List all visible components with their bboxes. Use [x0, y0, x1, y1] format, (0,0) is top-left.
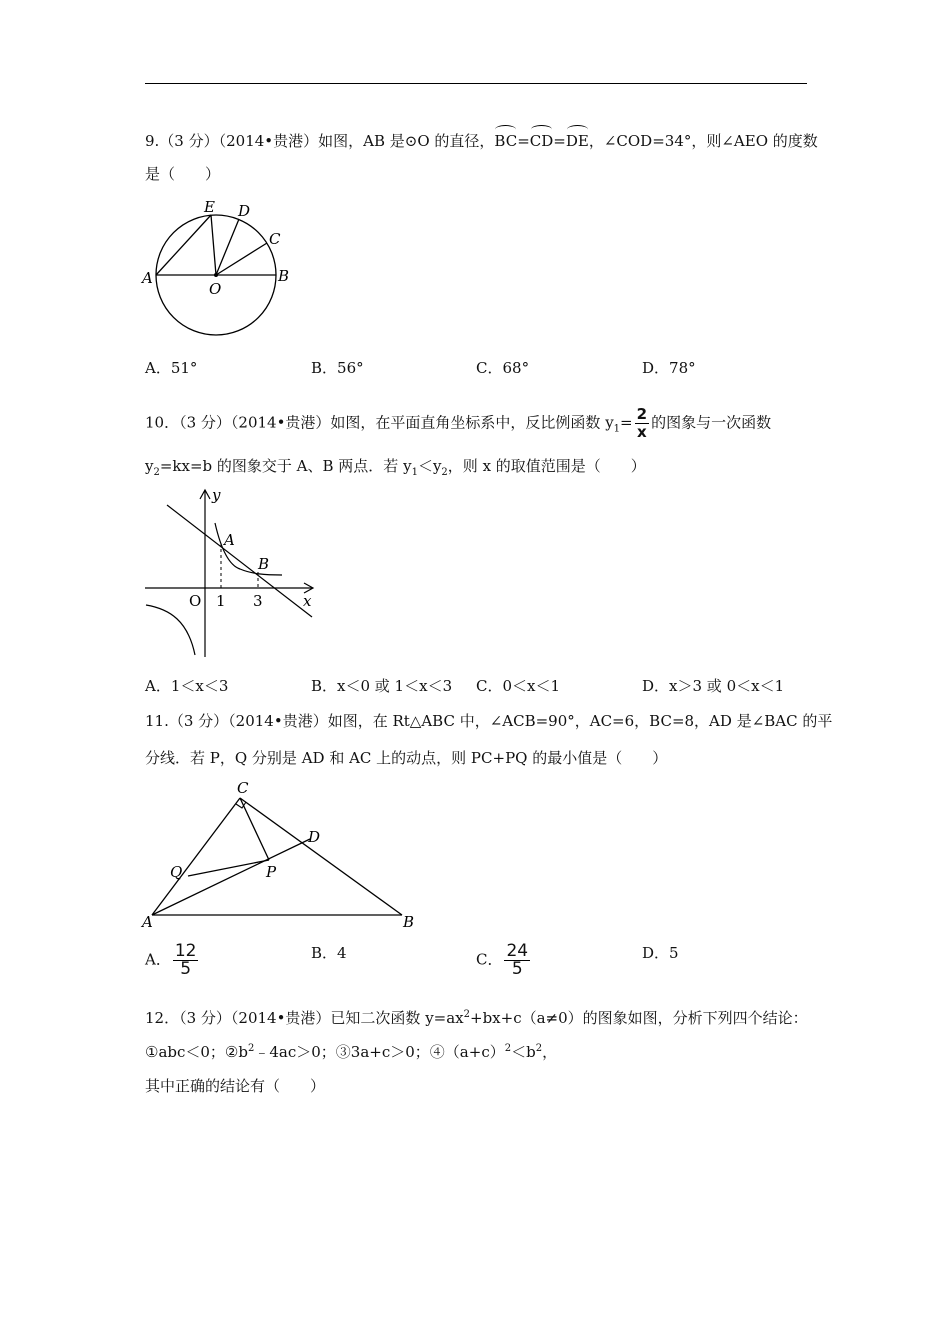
q10-label-x: x	[303, 592, 312, 610]
q9-arc-de: DE	[566, 127, 589, 151]
q10-label-a: A	[224, 531, 235, 549]
q12-stem-line2	[145, 1039, 557, 1062]
q11-choice-a[interactable]	[145, 943, 200, 978]
q12-sup: 2	[248, 1043, 255, 1054]
q12-text: ﹣4ac＞0；③3a+c＞0；④（a+c）	[254, 1043, 505, 1061]
q10-label-1: 1	[216, 592, 226, 610]
q12-text: ，	[542, 1043, 558, 1061]
q9-choice-d[interactable]: D．78°	[642, 359, 696, 377]
q11-choice-c-label: C．	[476, 950, 503, 969]
q10-text: y	[145, 457, 154, 475]
q11-choice-d[interactable]: D．5	[642, 944, 679, 962]
q9-choice-a[interactable]: A．51°	[145, 359, 198, 377]
q12-stem-line1	[145, 1005, 808, 1028]
q10-choice-a[interactable]: A．1＜x＜3	[145, 677, 229, 695]
q11-choice-c-den: 5	[511, 959, 523, 979]
q11-label-d: D	[308, 828, 321, 846]
q10-fraction	[635, 406, 649, 441]
q12-sup: 2	[504, 1043, 512, 1054]
q9-stem-prefix: 9.（3 分）（2014•贵港）如图，AB 是⊙O 的直径，	[145, 132, 495, 150]
q11-choice-a-fraction	[173, 943, 199, 978]
q12-text: +bx+c（a≠0）的图象如图，分析下列四个结论：	[470, 1009, 808, 1027]
q10-stem-line2	[145, 456, 646, 483]
q10-text: ，则 x 的取值范围是（ ）	[447, 457, 646, 475]
q11-choice-a-den: 5	[180, 959, 192, 979]
q11-choice-a-label: A．	[145, 950, 171, 969]
q11-label-a: A	[142, 913, 153, 931]
q11-label-q: Q	[170, 863, 183, 881]
q11-choice-c-fraction	[504, 943, 530, 978]
q9-stem-line1	[145, 127, 818, 151]
q9-label-e: E	[204, 198, 215, 216]
q10-label-b: B	[258, 555, 270, 573]
q9-label-c: C	[269, 230, 281, 248]
q9-arc-cd: CD	[530, 127, 554, 151]
q11-choice-b[interactable]: B．4	[311, 944, 347, 962]
q11-choice-a-num: 12	[174, 941, 197, 961]
q9-label-b: B	[278, 267, 290, 285]
q10-label-y: y	[212, 486, 221, 504]
q12-text: ①abc＜0；②b	[145, 1043, 248, 1061]
q10-label-3: 3	[253, 592, 263, 610]
q11-label-p: P	[266, 863, 277, 881]
q11-stem-line2: 分线．若 P，Q 分别是 AD 和 AC 上的动点，则 PC+PQ 的最小值是（ ）	[145, 749, 668, 767]
q11-label-c: C	[237, 779, 249, 797]
q10-frac-den: x	[637, 423, 647, 441]
q10-text: =kx=b 的图象交于 A、B 两点．若 y	[159, 457, 412, 475]
q10-sub: 1	[613, 423, 621, 435]
q9-choice-b[interactable]: B．56°	[311, 359, 364, 377]
q9-eq: =	[553, 132, 566, 150]
q9-choice-c[interactable]: C．68°	[476, 359, 530, 377]
q10-stem-suffix: 的图象与一次函数	[651, 413, 772, 432]
q10-sub: 1	[411, 467, 418, 478]
q12-sup: 2	[463, 1009, 471, 1020]
q11-choice-c-num: 24	[506, 941, 529, 961]
q9-arc-bc: BC	[494, 127, 517, 151]
q10-eq: =	[620, 413, 633, 432]
q10-frac-num: 2	[636, 405, 648, 423]
q12-text: 12．（3 分）（2014•贵港）已知二次函数 y=ax	[145, 1009, 464, 1027]
q10-choice-d[interactable]: D．x＞3 或 0＜x＜1	[642, 677, 785, 695]
q11-triangle-figure	[140, 778, 430, 933]
q9-label-a: A	[142, 269, 153, 287]
q10-sub: 2	[441, 467, 448, 478]
q10-stem-line1	[145, 406, 771, 441]
q9-eq: =	[517, 132, 530, 150]
q11-label-b: B	[403, 913, 415, 931]
q12-stem-line3: 其中正确的结论有（ ）	[145, 1077, 326, 1095]
q12-sup: 2	[535, 1043, 543, 1054]
q9-circle-figure	[140, 195, 300, 345]
q9-label-d: D	[238, 202, 251, 220]
q10-label-o: O	[189, 592, 202, 610]
q10-sub: 2	[153, 467, 160, 478]
q10-stem-prefix: 10．（3 分）（2014•贵港）如图，在平面直角坐标系中，反比例函数 y	[145, 413, 614, 432]
q10-graph-figure	[140, 485, 330, 665]
q9-stem-suffix: ，∠COD=34°，则∠AEO 的度数	[588, 132, 818, 150]
q10-choice-c[interactable]: C．0＜x＜1	[476, 677, 561, 695]
header-rule	[145, 83, 807, 84]
q9-label-o: O	[209, 280, 222, 298]
q9-stem-line2: 是（ ）	[145, 165, 221, 183]
q10-choice-b[interactable]: B．x＜0 或 1＜x＜3	[311, 677, 453, 695]
q11-stem-line1: 11.（3 分）（2014•贵港）如图，在 Rt△ABC 中，∠ACB=90°，AC=6，BC=8，AD 是∠BAC 的平	[145, 712, 833, 730]
q12-text: ＜b	[511, 1043, 536, 1061]
q11-choice-c[interactable]	[476, 943, 532, 978]
q10-text: ＜y	[417, 457, 442, 475]
